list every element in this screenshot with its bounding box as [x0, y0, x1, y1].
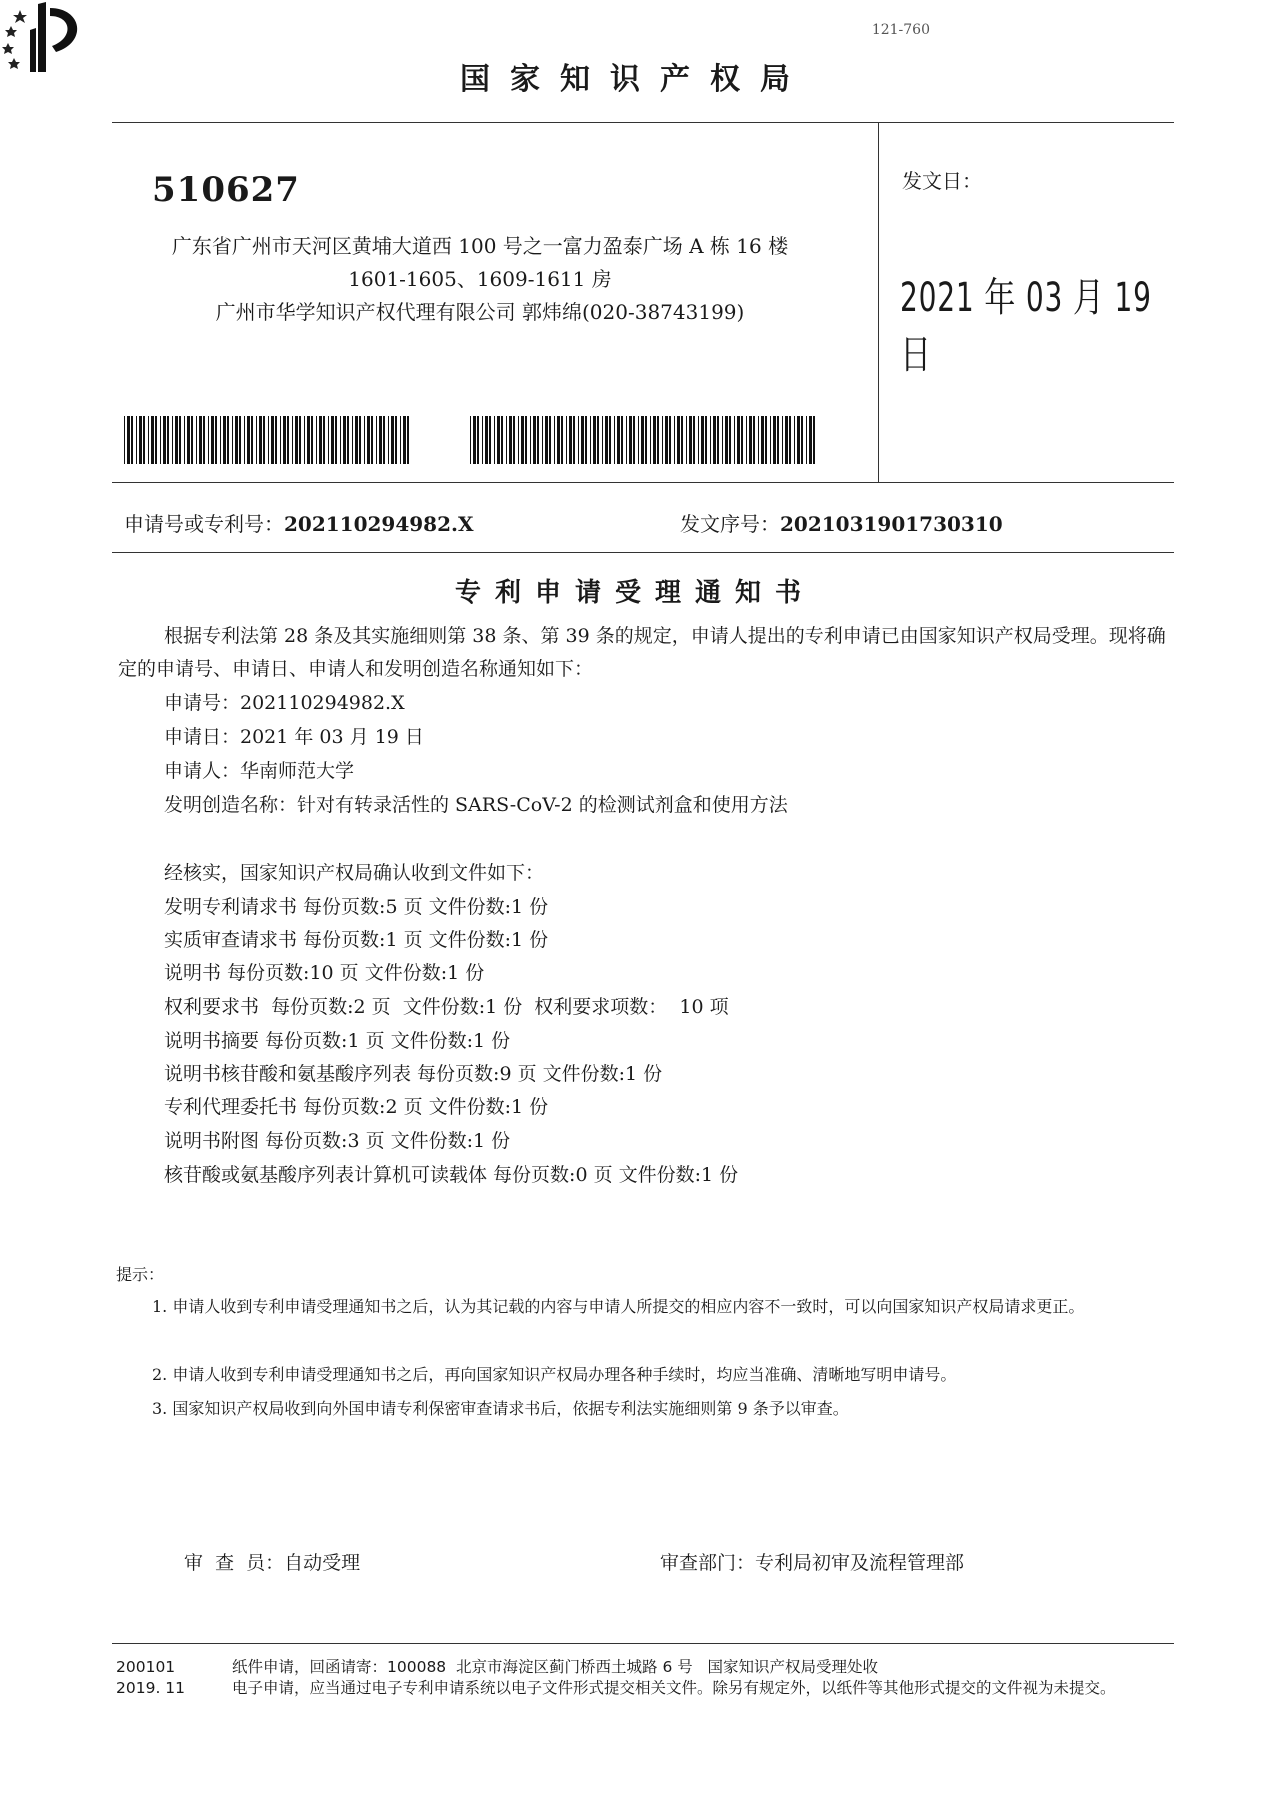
barcode-bar: [789, 416, 791, 464]
barcode-bar: [494, 416, 495, 464]
barcode-bar: [280, 416, 281, 464]
cnipa-logo: [0, 0, 100, 74]
serial-number-row: [680, 508, 1003, 537]
application-number: 202110294982.X: [284, 512, 474, 536]
document-item: 说明书 每份页数:10 页 文件份数:1 份: [164, 962, 485, 984]
tips-label: 提示：: [116, 1265, 165, 1284]
barcode-bar: [319, 416, 322, 464]
barcode-bar: [247, 416, 250, 464]
barcode-bar: [801, 416, 803, 464]
barcode-bar: [172, 416, 173, 464]
barcode-bar: [208, 416, 209, 464]
barcode-bar: [223, 416, 226, 464]
meta-bottom-divider: [112, 552, 1174, 553]
tip-item: 1. 申请人收到专利申请受理通知书之后，认为其记载的内容与申请人所提交的相应内容不一致时，可以向国家知识产权局请求更正。: [152, 1297, 1085, 1316]
barcode-bar: [746, 416, 747, 464]
barcode-bar: [299, 416, 301, 464]
field-filing-date: 申请日：2021 年 03 月 19 日: [164, 726, 424, 748]
barcode-left: [124, 416, 412, 464]
serial-number: 2021031901730310: [780, 512, 1003, 536]
barcode-bar: [196, 416, 197, 464]
barcode-bar: [203, 416, 205, 464]
barcode-bar: [537, 416, 539, 464]
notice-title: 专利申请受理通知书: [454, 578, 815, 608]
barcode-bar: [662, 416, 663, 464]
barcode-bar: [335, 416, 337, 464]
barcode-bar: [533, 416, 536, 464]
electronic-submission-note: 电子申请，应当通过电子专利申请系统以电子文件形式提交相关文件。除另有规定外，以纸件等其他形式提交的文件视为未提交。: [232, 1679, 1116, 1697]
barcode-bar: [268, 416, 269, 464]
barcode-bar: [343, 416, 346, 464]
office-title: 国家知识产权局: [460, 62, 810, 97]
barcode-bar: [331, 416, 334, 464]
barcode-bar: [773, 416, 776, 464]
serial-number-label: 发文序号：: [680, 512, 780, 536]
barcode-bar: [184, 416, 185, 464]
field-application-number: 申请号：202110294982.X: [164, 692, 405, 714]
barcode-bar: [501, 416, 503, 464]
barcode-bar: [388, 416, 389, 464]
barcode-bar: [513, 416, 515, 464]
barcode-bar: [569, 416, 572, 464]
barcode-bar: [617, 416, 620, 464]
barcode-bar: [263, 416, 265, 464]
barcode-bar: [725, 416, 728, 464]
barcode-bar: [689, 416, 692, 464]
document-item: 权利要求书 每份页数:2 页 文件份数:1 份 权利要求项数： 10 项: [164, 996, 729, 1018]
barcode-bar: [665, 416, 668, 464]
field-invention-title: 发明创造名称：针对有转录活性的 SARS-CoV-2 的检测试剂盒和使用方法: [164, 794, 788, 816]
issue-date-label: 发文日：: [902, 169, 982, 193]
barcode-bar: [693, 416, 695, 464]
barcode-bar: [485, 416, 488, 464]
barcode-bar: [482, 416, 483, 464]
barcode-bar: [295, 416, 298, 464]
barcode-bar: [542, 416, 543, 464]
barcode-bar: [371, 416, 373, 464]
barcode-bar: [403, 416, 406, 464]
barcode-bar: [167, 416, 169, 464]
barcode-bar: [674, 416, 675, 464]
barcode-bar: [383, 416, 385, 464]
barcode-bar: [521, 416, 524, 464]
barcode-bar: [256, 416, 257, 464]
barcode-bar: [407, 416, 409, 464]
barcode-bar: [641, 416, 644, 464]
issue-date: 2021 年 03 月 19 日: [900, 275, 1152, 378]
barcode-bar: [758, 416, 759, 464]
barcode-bar: [633, 416, 635, 464]
barcode-bar: [359, 416, 361, 464]
barcode-bar: [160, 416, 161, 464]
barcode-bar: [155, 416, 157, 464]
barcode-bar: [794, 416, 795, 464]
barcode-bar: [549, 416, 551, 464]
barcode-bar: [328, 416, 329, 464]
barcode-bar: [316, 416, 317, 464]
meta-top-divider: [112, 482, 1174, 483]
barcode-bar: [340, 416, 341, 464]
document-item: 实质审查请求书 每份页数:1 页 文件份数:1 份: [164, 929, 549, 951]
barcode-bar: [355, 416, 358, 464]
barcode-bar: [557, 416, 560, 464]
barcode-bar: [489, 416, 491, 464]
barcode-bar: [163, 416, 166, 464]
barcode-bar: [244, 416, 245, 464]
barcode-bar: [677, 416, 680, 464]
barcode-bar: [705, 416, 707, 464]
barcode-bar: [235, 416, 238, 464]
barcode-bar: [379, 416, 382, 464]
barcode-bar: [143, 416, 145, 464]
barcode-bar: [713, 416, 716, 464]
barcode-bar: [518, 416, 519, 464]
address-line-1: 广东省广州市天河区黄埔大道西 100 号之一富力盈泰广场 A 栋 16 楼: [171, 234, 789, 258]
barcode-bar: [566, 416, 567, 464]
barcode-bar: [650, 416, 651, 464]
barcode-bar: [785, 416, 788, 464]
barcode-bar: [629, 416, 632, 464]
paper-submission-note: 纸件申请，回函请寄：100088 北京市海淀区蓟门桥西土城路 6 号 国家知识产权局受理处收: [232, 1658, 879, 1676]
barcode-bar: [271, 416, 274, 464]
barcode-bar: [681, 416, 683, 464]
barcode-bar: [347, 416, 349, 464]
barcode-bar: [602, 416, 603, 464]
barcode-bar: [729, 416, 731, 464]
barcode-bar: [136, 416, 137, 464]
barcode-bar: [473, 416, 476, 464]
barcode-bar: [530, 416, 531, 464]
barcode-bar: [561, 416, 563, 464]
barcode-bar: [148, 416, 149, 464]
document-item: 说明书附图 每份页数:3 页 文件份数:1 份: [164, 1130, 511, 1152]
barcode-bar: [323, 416, 325, 464]
barcode-bar: [352, 416, 353, 464]
barcode-bar: [722, 416, 723, 464]
barcode-bar: [251, 416, 253, 464]
barcode-bar: [701, 416, 704, 464]
barcode-bar: [698, 416, 699, 464]
barcode-bar: [304, 416, 305, 464]
barcode-bar: [554, 416, 555, 464]
barcode-bar: [220, 416, 221, 464]
barcode-bar: [657, 416, 659, 464]
barcode-bar: [770, 416, 771, 464]
barcode-bar: [765, 416, 767, 464]
barcode-bar: [175, 416, 178, 464]
barcode-bar: [509, 416, 512, 464]
barcode-bar: [391, 416, 394, 464]
barcode-bar: [605, 416, 608, 464]
barcode-bar: [626, 416, 627, 464]
barcode-bar: [400, 416, 401, 464]
tip-item: 2. 申请人收到专利申请受理通知书之后，再向国家知识产权局办理各种手续时，均应当准确、清晰地写明申请号。: [152, 1365, 957, 1384]
barcode-bar: [497, 416, 500, 464]
form-code: 121-760: [871, 22, 930, 38]
barcode-bar: [590, 416, 591, 464]
barcode-bar: [124, 416, 125, 464]
field-applicant: 申请人：华南师范大学: [164, 760, 355, 782]
document-item: 说明书摘要 每份页数:1 页 文件份数:1 份: [164, 1030, 511, 1052]
confirm-statement: 经核实，国家知识产权局确认收到文件如下：: [164, 862, 545, 884]
barcode-bar: [710, 416, 711, 464]
barcode-bar: [734, 416, 735, 464]
barcode-bar: [749, 416, 752, 464]
barcode-bar: [151, 416, 154, 464]
barcode-bar: [470, 416, 471, 464]
barcode-bar: [139, 416, 142, 464]
barcode-bar: [593, 416, 596, 464]
barcode-bar: [227, 416, 229, 464]
barcode-bar: [311, 416, 313, 464]
barcode-bar: [259, 416, 262, 464]
postcode: 510627: [152, 170, 300, 210]
barcode-bar: [477, 416, 479, 464]
barcode-bar: [191, 416, 193, 464]
barcode-bar: [761, 416, 764, 464]
document-item: 发明专利请求书 每份页数:5 页 文件份数:1 份: [164, 896, 549, 918]
issue-date-divider: [878, 122, 879, 482]
barcode-bar: [653, 416, 656, 464]
barcode-bar: [232, 416, 233, 464]
barcode-bar: [686, 416, 687, 464]
barcode-bar: [597, 416, 599, 464]
barcode-bar: [777, 416, 779, 464]
barcode-bar: [645, 416, 647, 464]
barcode-right: [470, 416, 818, 464]
barcode-bar: [199, 416, 202, 464]
barcode-bar: [581, 416, 584, 464]
barcode-bar: [211, 416, 214, 464]
barcode-bar: [809, 416, 812, 464]
barcode-bar: [609, 416, 611, 464]
barcode-bar: [545, 416, 548, 464]
barcode-bar: [614, 416, 615, 464]
tip-item: 3. 国家知识产权局收到向外国申请专利保密审查请求书后，依据专利法实施细则第 9 条予以审查。: [152, 1399, 849, 1418]
barcode-bar: [215, 416, 217, 464]
barcode-bar: [753, 416, 755, 464]
barcode-bar: [813, 416, 815, 464]
document-item: 核苷酸或氨基酸序列表计算机可读载体 每份页数:0 页 文件份数:1 份: [164, 1164, 739, 1186]
document-item: 说明书核苷酸和氨基酸序列表 每份页数:9 页 文件份数:1 份: [164, 1063, 663, 1085]
barcode-bar: [573, 416, 575, 464]
barcode-bar: [806, 416, 807, 464]
barcode-bar: [239, 416, 241, 464]
document-item: 专利代理委托书 每份页数:2 页 文件份数:1 份: [164, 1096, 549, 1118]
examiner: 审 查 员：自动受理: [184, 1552, 361, 1574]
footer-divider: [112, 1643, 1174, 1644]
address-line-2: 1601-1605、1609-1611 房: [348, 267, 612, 291]
application-number-label: 申请号或专利号：: [124, 512, 284, 536]
agency-contact: 广州市华学知识产权代理有限公司 郭炜绵(020-38743199): [215, 300, 745, 324]
notice-intro: 根据专利法第 28 条及其实施细则第 38 条、第 39 条的规定，申请人提出的专利申请已由国家知识产权局受理。现将确定的申请号、申请日、申请人和发明创造名称通知如下：: [118, 625, 1166, 680]
barcode-bar: [395, 416, 397, 464]
application-number-row: [124, 508, 473, 537]
barcode-bar: [737, 416, 740, 464]
barcode-bar: [307, 416, 310, 464]
examining-department: 审查部门：专利局初审及流程管理部: [660, 1552, 965, 1574]
barcode-bar: [127, 416, 130, 464]
barcode-bar: [187, 416, 190, 464]
barcode-bar: [131, 416, 133, 464]
barcode-bar: [283, 416, 286, 464]
barcode-bar: [782, 416, 783, 464]
barcode-bar: [292, 416, 293, 464]
barcode-bar: [367, 416, 370, 464]
barcode-bar: [525, 416, 527, 464]
barcode-bar: [376, 416, 377, 464]
barcode-bar: [669, 416, 671, 464]
barcode-bar: [506, 416, 507, 464]
barcode-bar: [638, 416, 639, 464]
barcode-bar: [364, 416, 365, 464]
header-divider: [112, 122, 1174, 123]
barcode-bar: [585, 416, 587, 464]
barcode-bar: [578, 416, 579, 464]
barcode-bar: [621, 416, 623, 464]
barcode-bar: [717, 416, 719, 464]
barcode-bar: [275, 416, 277, 464]
barcode-bar: [179, 416, 181, 464]
barcode-bar: [797, 416, 800, 464]
form-version: 2019. 11: [116, 1679, 186, 1697]
form-code-footer: 200101: [116, 1658, 176, 1676]
barcode-bar: [287, 416, 289, 464]
barcode-bar: [741, 416, 743, 464]
